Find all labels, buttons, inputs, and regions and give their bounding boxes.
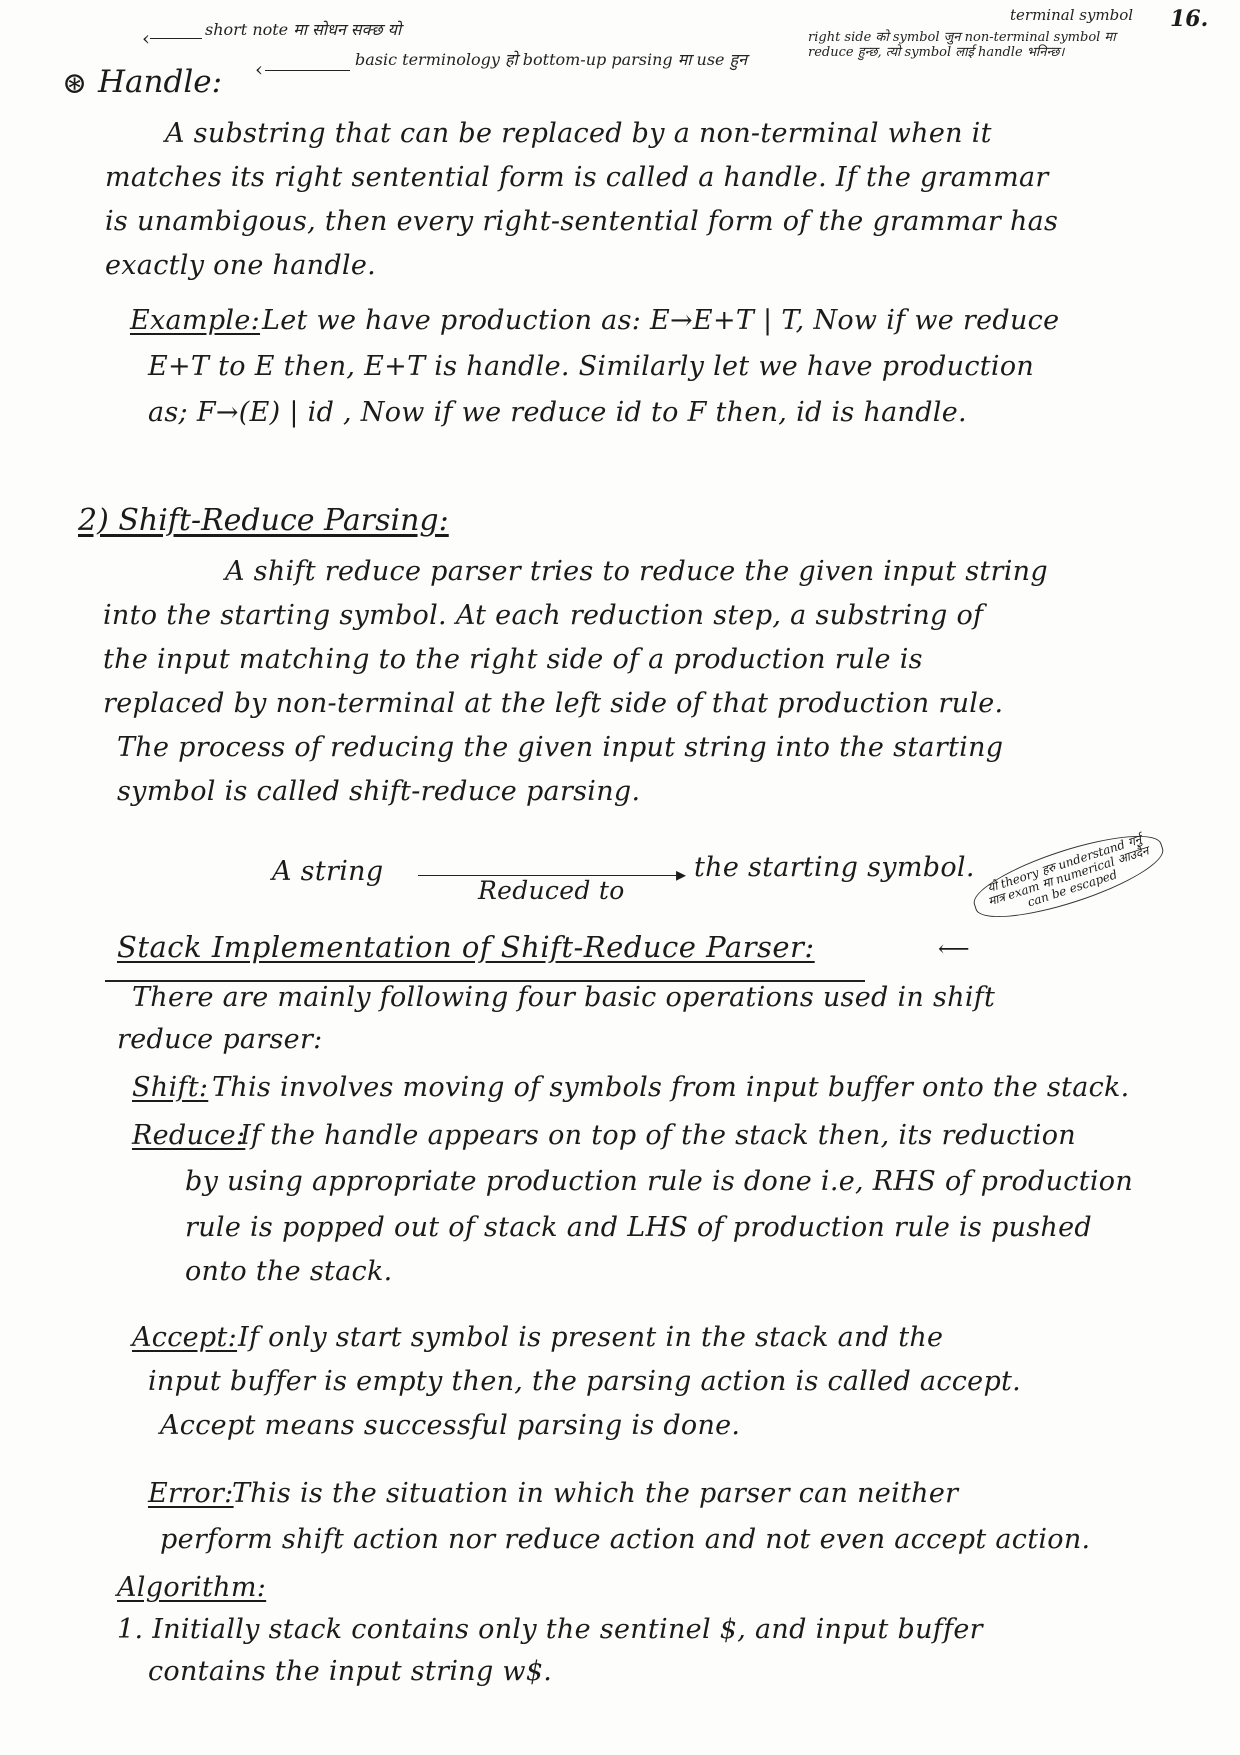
- margin-note-arrow-icon: ⟵: [938, 937, 970, 962]
- stack-intro-line: reduce parser:: [117, 1024, 323, 1055]
- accept-line: Accept means successful parsing is done.: [160, 1410, 741, 1441]
- diagram-starting-symbol: the starting symbol.: [694, 852, 975, 883]
- top-note-1: short note मा सोधन सक्छ यो: [205, 20, 402, 39]
- handle-heading: Handle:: [98, 64, 223, 100]
- reduce-line: by using appropriate production rule is done i.e, RHS of production: [185, 1166, 1134, 1197]
- example-line: E+T to E then, E+T is handle. Similarly let we have production: [148, 351, 1035, 382]
- note-arrow-line: [150, 38, 202, 39]
- algorithm-label: Algorithm:: [117, 1572, 267, 1603]
- reduce-line: onto the stack.: [185, 1256, 393, 1287]
- top-note-4: right side को symbol जुन non-terminal symbol मा reduce हुन्छ, त्यो symbol लाई handle भनिन्छ।: [808, 30, 1116, 60]
- shift-reduce-para-line: The process of reducing the given input string into the starting: [117, 732, 1004, 763]
- handle-para-line: matches its right sentential form is called a handle. If the grammar: [105, 162, 1049, 193]
- stack-intro-line: There are mainly following four basic operations used in shift: [132, 982, 996, 1013]
- shift-reduce-para-line: the input matching to the right side of a production rule is: [103, 644, 923, 675]
- margin-note-bubble: यो theory हरु understand गर्नु मात्र exam मा numerical आउदैन can be escaped: [967, 821, 1171, 932]
- example-line: as; F→(E) | id , Now if we reduce id to F then, id is handle.: [148, 397, 967, 428]
- example-line: Let we have production as: E→E+T | T, Now if we reduce: [262, 305, 1060, 336]
- shift-reduce-para-line: replaced by non-terminal at the left side of that production rule.: [103, 688, 1004, 719]
- note-arrow-left-icon-2: ‹: [255, 57, 263, 81]
- accept-label: Accept:: [132, 1322, 238, 1353]
- note-arrow-line-2: [265, 70, 350, 71]
- example-label: Example:: [130, 305, 261, 336]
- reduce-label: Reduce:: [132, 1120, 246, 1151]
- handle-para-line: is unambigous, then every right-sentential form of the grammar has: [105, 206, 1059, 237]
- diagram-arrow-right-icon: ▸: [676, 862, 687, 886]
- algorithm-step-line: contains the input string w$.: [148, 1656, 553, 1687]
- top-note-3: terminal symbol: [1010, 6, 1134, 24]
- star-bullet-icon: ⊛: [62, 66, 88, 101]
- accept-line: If only start symbol is present in the stack and the: [238, 1322, 944, 1353]
- top-note-2: basic terminology हो bottom-up parsing मा use हुन: [355, 50, 747, 69]
- shift-reduce-heading: 2) Shift-Reduce Parsing:: [78, 503, 449, 538]
- reduce-line: rule is popped out of stack and LHS of production rule is pushed: [185, 1212, 1092, 1243]
- handle-para-line: A substring that can be replaced by a non-terminal when it: [165, 118, 992, 149]
- shift-reduce-para-line: A shift reduce parser tries to reduce the given input string: [225, 556, 1048, 587]
- shift-text: This involves moving of symbols from input buffer onto the stack.: [212, 1072, 1130, 1103]
- shift-reduce-para-line: into the starting symbol. At each reduction step, a substring of: [103, 600, 984, 631]
- shift-reduce-para-line: symbol is called shift-reduce parsing.: [117, 776, 641, 807]
- handle-para-line: exactly one handle.: [105, 250, 377, 281]
- shift-label: Shift:: [132, 1072, 209, 1103]
- error-line: perform shift action nor reduce action and not even accept action.: [160, 1524, 1091, 1555]
- stack-impl-heading: Stack Implementation of Shift-Reduce Parser:: [117, 930, 815, 964]
- algorithm-step-line: 1. Initially stack contains only the sentinel $, and input buffer: [117, 1614, 983, 1645]
- error-line: This is the situation in which the parser can neither: [232, 1478, 959, 1509]
- accept-line: input buffer is empty then, the parsing action is called accept.: [148, 1366, 1022, 1397]
- note-arrow-left-icon: ‹: [142, 26, 150, 50]
- page-number: 16.: [1170, 6, 1209, 32]
- reduce-line: If the handle appears on top of the stack then, its reduction: [240, 1120, 1076, 1151]
- error-label: Error:: [148, 1478, 234, 1509]
- diagram-reduced-to: Reduced to: [478, 876, 625, 905]
- diagram-a-string: A string: [272, 856, 384, 887]
